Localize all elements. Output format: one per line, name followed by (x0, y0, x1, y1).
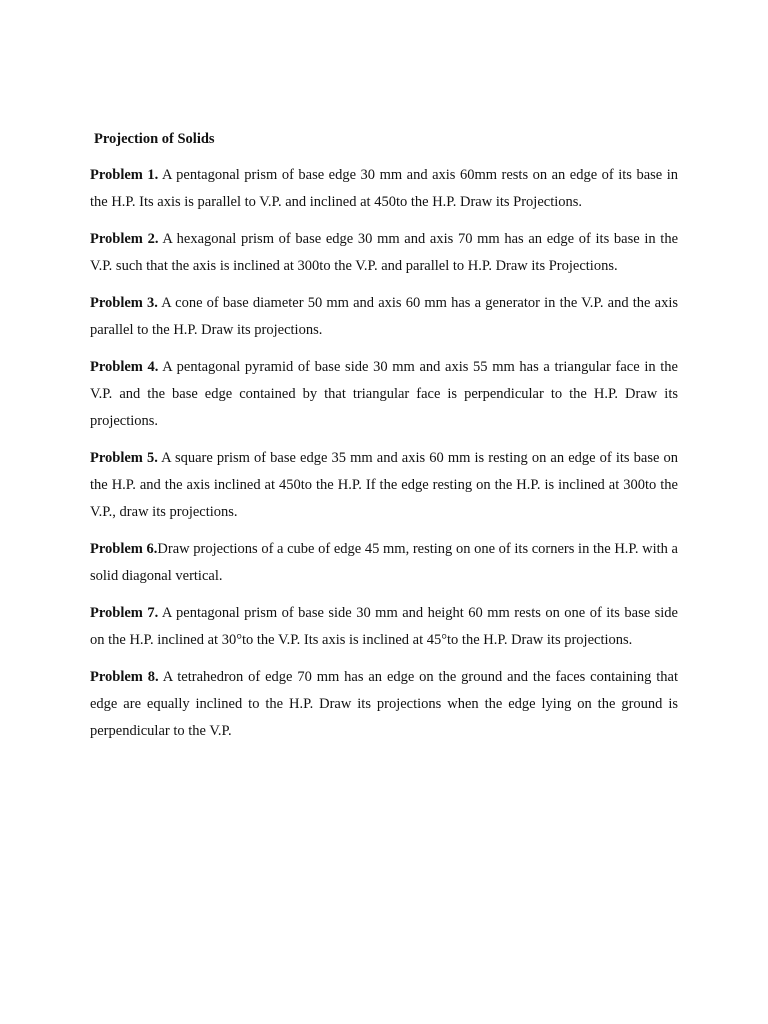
problem-text: A pentagonal prism of base side 30 mm and height 60 mm rests on one of its base side on the H.P. inclined at 30°to the V.P. Its axis is inclined at 45°to the H.P. Draw its projections. (90, 605, 678, 648)
problem-1 (90, 162, 678, 216)
problem-text: A pentagonal prism of base edge 30 mm and axis 60mm rests on an edge of its base in the H.P. Its axis is parallel to V.P. and inclined at 450to the H.P. Draw its Projections. (90, 167, 679, 210)
problem-label: Problem 5. (90, 450, 158, 466)
problem-label: Problem 8. (90, 669, 159, 685)
problem-3 (90, 290, 678, 344)
problem-4 (90, 354, 678, 435)
problem-text: A tetrahedron of edge 70 mm has an edge on the ground and the faces containing that edge are equally inclined to the H.P. Draw its projections when the edge lying on the ground is perpendicular to the V.P. (90, 669, 678, 739)
problem-text: Draw projections of a cube of edge 45 mm, resting on one of its corners in the H.P. with a solid diagonal vertical. (90, 541, 678, 584)
problem-label: Problem 6. (90, 541, 158, 557)
problem-text: A cone of base diameter 50 mm and axis 60 mm has a generator in the V.P. and the axis parallel to the H.P. Draw its projections. (90, 295, 678, 338)
problem-label: Problem 2. (90, 231, 159, 247)
problem-7 (90, 600, 678, 654)
page-title: Projection of Solids (94, 131, 215, 147)
problem-label: Problem 1. (90, 167, 159, 183)
problem-label: Problem 3. (90, 295, 158, 311)
problem-label: Problem 4. (90, 359, 159, 375)
problem-8 (90, 664, 678, 745)
problem-text: A pentagonal pyramid of base side 30 mm and axis 55 mm has a triangular face in the V.P. and the base edge contained by that triangular face is perpendicular to the H.P. Draw its projections. (90, 359, 678, 429)
problem-label: Problem 7. (90, 605, 159, 621)
problem-text: A hexagonal prism of base edge 30 mm and axis 70 mm has an edge of its base in the V.P. such that the axis is inclined at 300to the V.P. and parallel to H.P. Draw its Projections. (90, 231, 679, 274)
problem-6 (90, 536, 678, 590)
problem-2 (90, 226, 678, 280)
problem-text: A square prism of base edge 35 mm and axis 60 mm is resting on an edge of its base on the H.P. and the axis inclined at 450to the H.P. If the edge resting on the H.P. is inclined at 300to the V.P., draw its projections. (90, 450, 679, 520)
document-page (90, 126, 678, 755)
problem-5 (90, 445, 678, 526)
